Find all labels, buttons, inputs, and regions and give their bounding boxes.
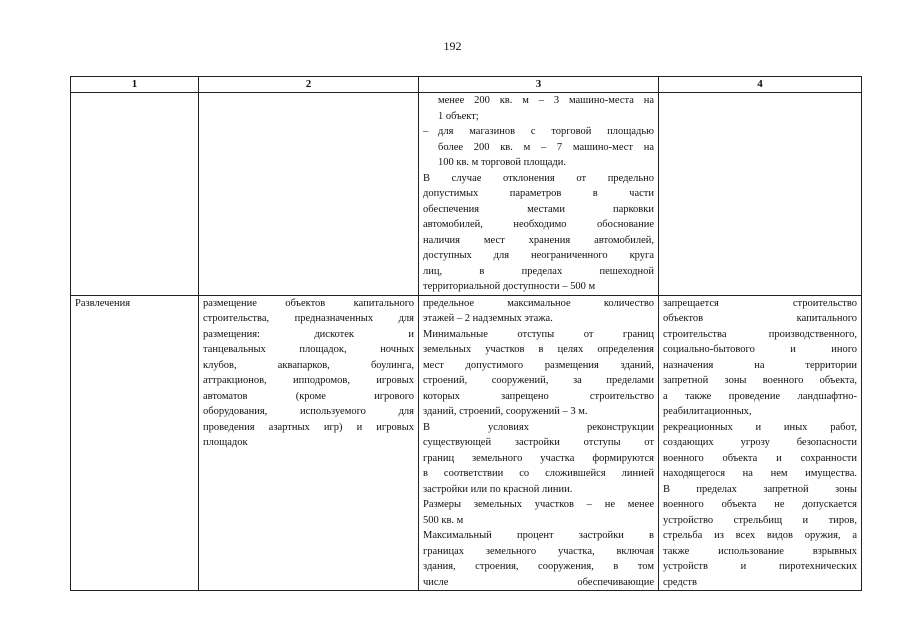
description-line: строительства, предназначенных для: [203, 313, 414, 324]
parameter-line: строений, сооружений, за пределами: [423, 375, 654, 386]
parameter-line: числе обеспечивающие: [423, 576, 654, 588]
restriction-line: военного объекта не допускается: [663, 499, 857, 510]
cell-row2-col1: [71, 295, 199, 591]
para-line: автомобилей, необходимо обоснование: [423, 219, 654, 230]
para-line: В случае отклонения от предельно: [423, 172, 654, 184]
description-line: танцевальных площадок, ночных: [203, 344, 414, 355]
para-line: территориальной доступности – 500 м: [423, 281, 596, 292]
restriction-line: устройство стрельбищ и тиров,: [663, 514, 857, 526]
restriction-line: находящегося на нем имущества.: [663, 468, 857, 479]
parameter-line: в соответствии со сложившейся линией: [423, 468, 654, 479]
parameter-line: земельных участков в целях определения: [423, 344, 654, 355]
parameter-line: предельное максимальное количество: [423, 297, 654, 309]
table-header-row: [71, 77, 862, 93]
parameter-line: границ земельного участка формируются: [423, 452, 654, 464]
header-col-4: 4: [659, 77, 862, 93]
parameter-line: существующей застройки отступы от: [423, 437, 654, 448]
description-line: проведения азартных игр) и игровых: [203, 421, 414, 433]
restriction-line: объектов капитального: [663, 313, 857, 324]
para-line: лиц, в пределах пешеходной: [423, 265, 654, 277]
description-line: размещение объектов капитального: [203, 297, 414, 309]
restriction-line: реабилитационных,: [663, 406, 752, 417]
cont-line: 1 объект;: [438, 110, 479, 122]
page-number: 192: [443, 39, 462, 53]
para-line: допустимых параметров в части: [423, 188, 654, 199]
parameter-line: здания, строения, сооружения, в том: [423, 561, 654, 572]
parameter-line: 500 кв. м: [423, 514, 464, 526]
regulations-table: [70, 76, 862, 591]
cont-line: менее 200 кв. м – 3 машино-места на: [438, 95, 654, 106]
description-line: аттракционов, ипподромов, игровых: [203, 375, 414, 386]
description-line: оборудования, используемого для: [203, 406, 414, 417]
para-line: наличия мест хранения автомобилей,: [423, 234, 654, 246]
restriction-line: средств: [663, 576, 697, 588]
restriction-line: создающих угрозу безопасности: [663, 437, 857, 448]
parameter-line: Минимальные отступы от границ: [423, 328, 654, 340]
restriction-line: устройств и пиротехнических: [663, 561, 857, 572]
restriction-line: запретной зоны военного объекта,: [663, 375, 857, 386]
parameter-line: мест допустимого размещения зданий,: [423, 359, 654, 371]
restriction-line: стрельба из всех видов оружия, а: [663, 530, 857, 541]
restriction-line: строительства производственного,: [663, 328, 857, 340]
cell-row2-col2: [199, 295, 419, 591]
restriction-line: В пределах запретной зоны: [663, 483, 857, 495]
parameter-line: этажей – 2 надземных этажа.: [423, 313, 553, 324]
restriction-line: назначения на территории: [663, 359, 857, 371]
bullet-line: более 200 кв. м – 7 машино-мест на: [438, 141, 654, 153]
restriction-line: а также проведение ландшафтно-: [663, 390, 857, 402]
cell-row2-col4: [659, 295, 862, 591]
restriction-line: рекреационных и иных работ,: [663, 421, 857, 433]
cell-row1-col4: [659, 93, 862, 296]
description-line: площадок: [203, 437, 248, 448]
parameter-line: Размеры земельных участков – не менее: [423, 499, 654, 510]
parameter-line: Максимальный процент застройки в: [423, 530, 654, 541]
table-row-entertainment: [71, 295, 862, 591]
cell-row2-col3: [419, 295, 659, 591]
table-row-continuation: [71, 93, 862, 296]
cell-row1-col3: [419, 93, 659, 296]
restriction-line: запрещается строительство: [663, 297, 857, 309]
header-col-2: 2: [199, 77, 419, 93]
description-line: клубов, аквапарков, боулинга,: [203, 359, 414, 371]
restriction-line: также использование взрывных: [663, 545, 857, 557]
para-line: доступных для неограниченного круга: [423, 250, 654, 261]
description-line: размещения: дискотек и: [203, 328, 414, 340]
cell-row1-col2: [199, 93, 419, 296]
parameter-line: застройки или по красной линии.: [423, 483, 573, 495]
description-line: автоматов (кроме игрового: [203, 390, 414, 402]
header-col-1: 1: [71, 77, 199, 93]
para-line: обеспечения местами парковки: [423, 203, 654, 215]
use-type-label: Развлечения: [75, 297, 131, 309]
parameter-line: зданий, строений, сооружений – 3 м.: [423, 406, 588, 417]
cell-row1-col1: [71, 93, 199, 296]
bullet-line: – для магазинов с торговой площадью: [423, 124, 654, 140]
header-col-3: 3: [419, 77, 659, 93]
parameter-line: границах земельного участка, включая: [423, 545, 654, 557]
restriction-line: военного объекта и сохранности: [663, 452, 857, 464]
restriction-line: социально-бытового и иного: [663, 344, 857, 355]
parameter-line: В условиях реконструкции: [423, 421, 654, 433]
parameter-line: которых запрещено строительство: [423, 390, 654, 402]
bullet-line: 100 кв. м торговой площади.: [438, 157, 567, 168]
